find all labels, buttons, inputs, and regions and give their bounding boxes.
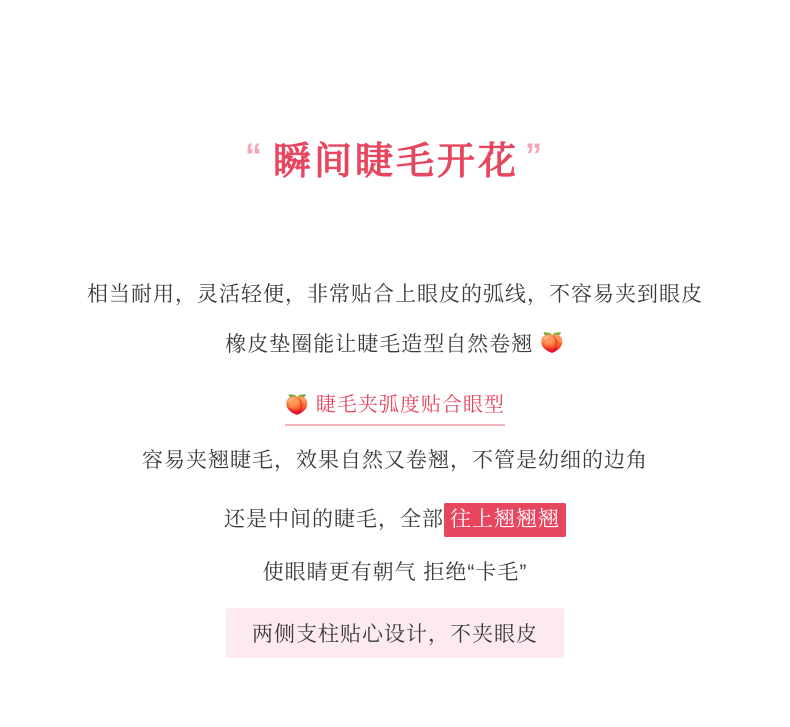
paragraph-line-4-prefix: 还是中间的睫毛，全部 xyxy=(224,508,444,531)
headline-text xyxy=(244,137,545,186)
peach-icon: 🍑 xyxy=(540,333,565,355)
paragraph-line-1: 相当耐用，灵活轻便，非常贴合上眼皮的弧线，不容易夹到眼皮 xyxy=(87,283,703,306)
subheading-box xyxy=(285,388,505,426)
quote-close-icon: ” xyxy=(525,137,545,175)
paragraph-line-3: 容易夹翘睫毛，效果自然又卷翘，不管是幼细的边角 xyxy=(142,449,648,472)
paragraph-line-2 xyxy=(0,330,790,359)
headline-label: 瞬间睫毛开花 xyxy=(272,141,519,183)
feature-banner-label: 两侧支柱贴心设计，不夹眼皮 xyxy=(226,608,564,658)
quote-open-icon: “ xyxy=(244,137,265,175)
feature-banner xyxy=(0,608,790,658)
headline xyxy=(0,137,790,186)
paragraph-line-2-text: 橡皮垫圈能让睫毛造型自然卷翘 xyxy=(225,333,534,356)
subheading xyxy=(0,388,790,426)
paragraph-line-4 xyxy=(0,503,790,537)
subheading-label: 睫毛夹弧度贴合眼型 xyxy=(315,394,505,416)
peach-icon: 🍑 xyxy=(285,394,310,416)
paragraph-line-5: 使眼睛更有朝气 拒绝“卡毛” xyxy=(262,561,528,584)
highlight-badge: 往上翘翘翘 xyxy=(444,503,566,537)
